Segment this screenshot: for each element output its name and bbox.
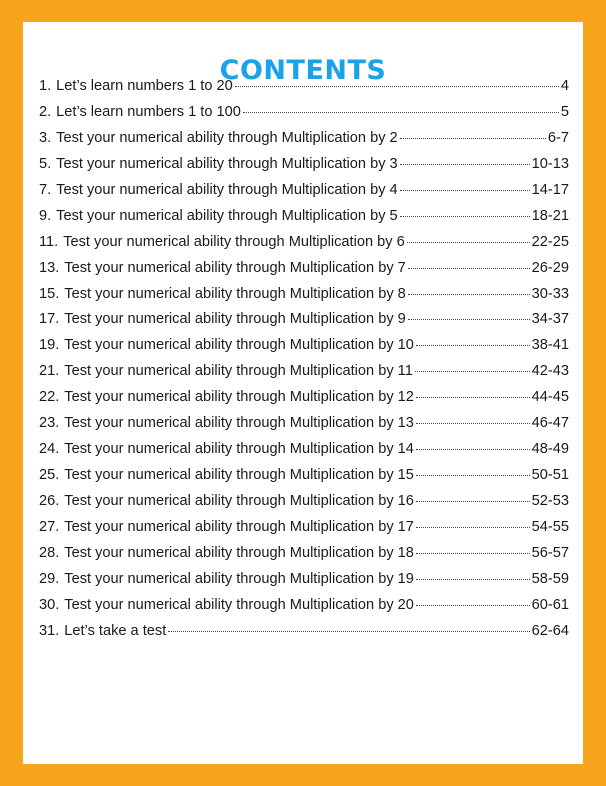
toc-entry-label: Test your numerical ability through Multiplication by 4 xyxy=(56,181,398,198)
toc-entry-pages: 22-25 xyxy=(531,233,569,250)
dot-leader xyxy=(400,216,530,217)
toc-entry-number: 13. xyxy=(39,259,60,276)
toc-entry xyxy=(39,363,569,389)
dot-leader xyxy=(243,112,559,113)
dot-leader xyxy=(408,319,530,320)
toc-entry-pages: 42-43 xyxy=(531,363,569,380)
toc-entry-number: 2. xyxy=(39,103,52,120)
toc-entry-number: 11. xyxy=(39,233,59,250)
toc-entry xyxy=(39,493,569,519)
toc-entry-label: Let’s learn numbers 1 to 20 xyxy=(56,78,233,94)
toc-entry-pages: 6-7 xyxy=(547,129,569,146)
toc-entry-label: Test your numerical ability through Multiplication by 17 xyxy=(64,518,414,535)
toc-entry xyxy=(39,311,569,337)
toc-entry-pages: 30-33 xyxy=(531,285,569,302)
toc-entry-pages: 58-59 xyxy=(531,570,569,587)
contents-page xyxy=(23,22,583,764)
dot-leader xyxy=(400,164,530,165)
dot-leader xyxy=(416,345,530,346)
dot-leader xyxy=(168,631,529,632)
toc-entry-label: Test your numerical ability through Multiplication by 14 xyxy=(64,441,414,458)
toc-entry-number: 15. xyxy=(39,285,60,302)
toc-entry xyxy=(39,286,569,312)
toc-entry-label: Test your numerical ability through Multiplication by 18 xyxy=(64,544,414,561)
toc-entry-pages: 48-49 xyxy=(531,441,569,458)
dot-leader xyxy=(408,268,530,269)
toc-entry-label: Let’s learn numbers 1 to 100 xyxy=(56,103,241,120)
toc-entry-number: 21. xyxy=(39,363,60,380)
toc-entry-pages: 5 xyxy=(560,103,569,120)
toc-entry-number: 23. xyxy=(39,415,60,432)
toc-entry-number: 22. xyxy=(39,389,60,406)
toc-entry-label: Test your numerical ability through Multiplication by 13 xyxy=(64,415,414,432)
toc-entry-pages: 50-51 xyxy=(531,467,569,484)
toc-entry-label: Test your numerical ability through Multiplication by 11 xyxy=(64,363,413,380)
toc-entry-pages: 26-29 xyxy=(531,259,569,276)
toc-entry-number: 5. xyxy=(39,155,52,172)
toc-entry-number: 27. xyxy=(39,518,60,535)
toc-entry-pages: 10-13 xyxy=(531,155,569,172)
toc-entry-label: Test your numerical ability through Multiplication by 15 xyxy=(64,467,414,484)
toc-entry xyxy=(39,182,569,208)
toc-entry-pages: 38-41 xyxy=(531,337,569,354)
toc-entry xyxy=(39,545,569,571)
toc-entry-pages: 56-57 xyxy=(531,544,569,561)
toc-entry-number: 30. xyxy=(39,596,60,613)
toc-entry-number: 24. xyxy=(39,441,60,458)
dot-leader xyxy=(416,527,530,528)
toc-entry-pages: 4 xyxy=(560,78,569,94)
toc-entry-number: 9. xyxy=(39,207,52,224)
toc-entry-pages: 44-45 xyxy=(531,389,569,406)
toc-entry xyxy=(39,389,569,415)
toc-entry xyxy=(39,597,569,623)
toc-entry-number: 3. xyxy=(39,129,52,146)
dot-leader xyxy=(407,242,530,243)
toc-entry-pages: 34-37 xyxy=(531,311,569,328)
toc-entry xyxy=(39,104,569,130)
toc-entry-label: Test your numerical ability through Multiplication by 5 xyxy=(56,207,398,224)
toc-entry-label: Test your numerical ability through Multiplication by 6 xyxy=(63,233,405,250)
toc-entry-label: Test your numerical ability through Multiplication by 20 xyxy=(64,596,414,613)
toc-entry xyxy=(39,441,569,467)
toc-entry-label: Test your numerical ability through Multiplication by 7 xyxy=(64,259,406,276)
dot-leader xyxy=(416,423,530,424)
dot-leader xyxy=(416,501,530,502)
toc-entry-pages: 14-17 xyxy=(531,181,569,198)
toc-entry-label: Test your numerical ability through Multiplication by 9 xyxy=(64,311,406,328)
toc-entry xyxy=(39,234,569,260)
toc-entry-label: Test your numerical ability through Multiplication by 2 xyxy=(56,129,398,146)
toc-entry-number: 31. xyxy=(39,622,60,639)
dot-leader xyxy=(416,579,530,580)
toc-entry-pages: 46-47 xyxy=(531,415,569,432)
toc-entry-pages: 52-53 xyxy=(531,493,569,509)
dot-leader xyxy=(400,138,546,139)
toc-entry-pages: 54-55 xyxy=(531,518,569,535)
toc-entry-pages: 60-61 xyxy=(531,596,569,613)
dot-leader xyxy=(416,553,530,554)
toc-entry-label: Let’s take a test xyxy=(64,622,167,639)
page-title: CONTENTS xyxy=(219,55,387,86)
toc-entry-number: 29. xyxy=(39,570,60,587)
toc-entry-number: 28. xyxy=(39,544,60,561)
dot-leader xyxy=(235,86,559,87)
dot-leader xyxy=(416,605,530,606)
dot-leader xyxy=(408,294,530,295)
toc-entry xyxy=(39,467,569,493)
toc-entry-number: 25. xyxy=(39,467,60,484)
toc-entry-number: 19. xyxy=(39,337,60,354)
toc-entry-number: 1. xyxy=(39,78,52,94)
dot-leader xyxy=(415,371,530,372)
toc-entry-label: Test your numerical ability through Multiplication by 3 xyxy=(56,155,398,172)
dot-leader xyxy=(416,397,530,398)
toc-entry-label: Test your numerical ability through Multiplication by 19 xyxy=(64,570,414,587)
toc-entry-label: Test your numerical ability through Multiplication by 16 xyxy=(64,493,414,509)
toc-entry-label: Test your numerical ability through Multiplication by 10 xyxy=(64,337,414,354)
toc-entry xyxy=(39,156,569,182)
toc-entry-label: Test your numerical ability through Multiplication by 8 xyxy=(64,285,406,302)
toc-entry xyxy=(39,571,569,597)
toc-entry xyxy=(39,130,569,156)
toc-entry-number: 17. xyxy=(39,311,60,328)
toc-entry xyxy=(39,519,569,545)
toc-entry xyxy=(39,623,569,649)
toc-entry-number: 7. xyxy=(39,181,52,198)
toc-entry xyxy=(39,337,569,363)
toc-entry-pages: 62-64 xyxy=(531,622,569,639)
toc-entry xyxy=(39,78,569,104)
table-of-contents xyxy=(39,78,569,649)
toc-entry-pages: 18-21 xyxy=(531,207,569,224)
dot-leader xyxy=(416,449,530,450)
toc-entry xyxy=(39,260,569,286)
dot-leader xyxy=(400,190,530,191)
toc-entry-number: 26. xyxy=(39,493,60,509)
toc-entry-label: Test your numerical ability through Multiplication by 12 xyxy=(64,389,414,406)
toc-entry xyxy=(39,208,569,234)
dot-leader xyxy=(416,475,530,476)
toc-entry xyxy=(39,415,569,441)
